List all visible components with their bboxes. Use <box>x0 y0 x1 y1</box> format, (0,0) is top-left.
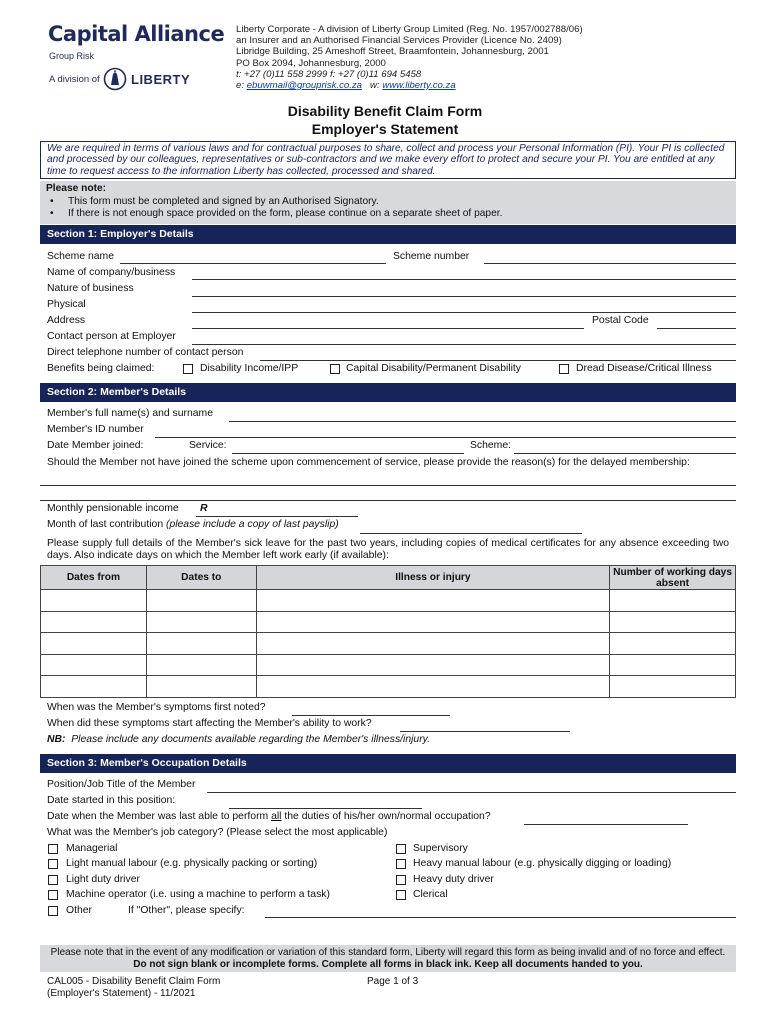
full-name-field[interactable] <box>229 421 736 422</box>
company-info <box>236 24 583 91</box>
table-cell[interactable] <box>256 676 609 698</box>
symptoms-affecting-label: When did these symptoms start affecting the Member's ability to work? <box>47 718 372 729</box>
supervisory-label: Supervisory <box>413 843 468 854</box>
table-row <box>41 590 736 612</box>
machine-operator-checkbox[interactable] <box>48 890 58 900</box>
light-driver-checkbox[interactable] <box>48 875 58 885</box>
position-field[interactable] <box>207 792 736 793</box>
company-info-line: Liberty Corporate - A division of Liberty Group Limited (Reg. No. 1957/002788/06) <box>236 24 583 35</box>
nature-field[interactable] <box>192 296 736 297</box>
contact-links <box>236 80 583 91</box>
scheme-date-field[interactable] <box>514 453 736 454</box>
division-prefix: A division of <box>49 74 100 85</box>
scheme-number-label: Scheme number <box>393 251 470 262</box>
date-joined-label: Date Member joined: <box>47 440 144 451</box>
delayed-membership-label: Should the Member not have joined the scheme upon commencement of service, please provide the reason(s) for the delayed membership: <box>47 457 690 468</box>
sick-leave-instructions: Please supply full details of the Member's sick leave for the past two years, including copies of medical certificates for any absence exceeding two days. Also indicate days on which the Member left work early (if available): <box>47 538 729 561</box>
managerial-label: Managerial <box>66 843 118 854</box>
symptoms-affecting-field[interactable] <box>400 731 570 732</box>
table-cell[interactable] <box>41 633 147 655</box>
position-label: Position/Job Title of the Member <box>47 779 196 790</box>
form-code <box>47 976 220 999</box>
delayed-reason-field-1[interactable] <box>40 485 736 486</box>
col-dates-from: Dates from <box>41 566 147 590</box>
scheme-name-field[interactable] <box>120 263 386 264</box>
heavy-driver-checkbox[interactable] <box>396 875 406 885</box>
dread-disease-label: Dread Disease/Critical Illness <box>576 363 712 374</box>
table-cell[interactable] <box>256 590 609 612</box>
scheme-number-field[interactable] <box>484 263 736 264</box>
capital-disability-label: Capital Disability/Permanent Disability <box>346 363 521 374</box>
table-cell[interactable] <box>41 654 147 676</box>
table-cell[interactable] <box>41 611 147 633</box>
table-row <box>41 676 736 698</box>
section-2-header: Section 2: Member's Details <box>40 383 736 402</box>
footer-notice <box>40 945 736 972</box>
dread-disease-checkbox[interactable] <box>559 364 569 374</box>
table-cell[interactable] <box>146 633 256 655</box>
capital-disability-checkbox[interactable] <box>330 364 340 374</box>
table-cell[interactable] <box>610 676 736 698</box>
job-category-label: What was the Member's job category? (Please select the most applicable) <box>47 827 388 838</box>
table-cell[interactable] <box>146 611 256 633</box>
note-item: • If there is not enough space provided on the form, please continue on a separate sheet of paper. <box>46 208 730 221</box>
nb-label: NB: <box>47 734 66 745</box>
liberty-wordmark: LIBERTY <box>131 72 191 87</box>
table-cell[interactable] <box>256 611 609 633</box>
postal-code-label: Postal Code <box>592 315 649 326</box>
light-driver-label: Light duty driver <box>66 874 140 885</box>
form-title: Disability Benefit Claim Form <box>287 103 483 119</box>
other-checkbox[interactable] <box>48 906 58 916</box>
telephone-fax: t: +27 (0)11 558 2999 f: +27 (0)11 694 5458 <box>236 68 422 80</box>
table-row <box>41 654 736 676</box>
heavy-manual-checkbox[interactable] <box>396 859 406 869</box>
table-cell[interactable] <box>256 654 609 676</box>
address-label: Address <box>47 315 86 326</box>
company-info-line: an Insurer and an Authorised Financial Services Provider (Licence No. 2409) <box>236 35 562 47</box>
table-row <box>41 633 736 655</box>
col-days-absent: Number of working days absent <box>610 566 736 590</box>
section-1-header: Section 1: Employer's Details <box>40 225 736 244</box>
managerial-checkbox[interactable] <box>48 844 58 854</box>
last-contribution-text: Month of last contribution <box>47 519 164 530</box>
direct-tel-field[interactable] <box>260 360 736 361</box>
form-code-line: CAL005 - Disability Benefit Claim Form <box>47 976 221 987</box>
other-specify-field[interactable] <box>265 917 736 918</box>
table-cell[interactable] <box>41 676 147 698</box>
please-note-box <box>40 181 736 224</box>
web-prefix: w: <box>370 80 380 92</box>
page-number: Page 1 of 3 <box>367 976 419 987</box>
delayed-reason-field-2[interactable] <box>40 500 736 501</box>
capital-alliance-logo: Capital Alliance <box>48 22 225 46</box>
full-name-label: Member's full name(s) and surname <box>47 408 213 419</box>
other-specify-label: If "Other", please specify: <box>128 905 245 916</box>
last-contribution-field[interactable] <box>360 533 582 534</box>
id-number-label: Member's ID number <box>47 424 144 435</box>
logo-subtitle: Group Risk <box>49 51 95 61</box>
physical-address-field-2[interactable] <box>192 328 584 329</box>
table-cell[interactable] <box>146 654 256 676</box>
machine-operator-label: Machine operator (i.e. using a machine to perform a task) <box>66 889 330 900</box>
col-dates-to: Dates to <box>146 566 256 590</box>
monthly-income-field[interactable] <box>196 516 358 517</box>
disability-income-checkbox[interactable] <box>183 364 193 374</box>
monthly-income-label: Monthly pensionable income <box>47 503 179 514</box>
id-number-field[interactable] <box>155 437 736 438</box>
disability-income-label: Disability Income/IPP <box>200 363 299 374</box>
last-able-field[interactable] <box>524 824 688 825</box>
currency-symbol: R <box>200 503 208 514</box>
last-contribution-note: (please include a copy of last payslip) <box>165 519 339 530</box>
last-able-pre: Date when the Member was last able to perform <box>47 811 272 822</box>
light-manual-checkbox[interactable] <box>48 859 58 869</box>
clerical-checkbox[interactable] <box>396 890 406 900</box>
note-item: • This form must be completed and signed by an Authorised Signatory. <box>46 196 730 209</box>
table-cell[interactable] <box>41 590 147 612</box>
table-cell[interactable] <box>610 654 736 676</box>
date-started-label: Date started in this position: <box>47 795 176 806</box>
privacy-notice: We are required in terms of various laws and for contractual purposes to share, collect and process your Personal Information (PI). Your PI is collected and processed by our colleagues, representatives or sub-contractors and we make every effort to protect and secure your PI. You are entitled at any time to request access to the information Liberty has collected, processed and shared. <box>40 141 736 179</box>
company-label: Name of company/business <box>47 267 176 278</box>
last-able-post: the duties of his/her own/normal occupation? <box>281 811 491 822</box>
company-info-line: PO Box 2094, Johannesburg, 2000 <box>236 57 386 69</box>
email-prefix: e: <box>236 80 245 92</box>
scheme-label: Scheme: <box>470 440 512 451</box>
section-3-header: Section 3: Member's Occupation Details <box>40 754 736 773</box>
table-cell[interactable] <box>610 633 736 655</box>
direct-tel-label: Direct telephone number of contact person <box>47 347 244 358</box>
service-date-field[interactable] <box>232 453 464 454</box>
physical-label: Physical <box>47 299 86 310</box>
company-field[interactable] <box>192 279 736 280</box>
contact-field[interactable] <box>192 344 736 345</box>
last-able-all: all <box>271 811 282 822</box>
heavy-driver-label: Heavy duty driver <box>413 874 494 885</box>
liberty-emblem-icon <box>103 67 127 94</box>
table-cell[interactable] <box>610 611 736 633</box>
nb-note <box>47 734 430 745</box>
table-cell[interactable] <box>146 590 256 612</box>
service-label: Service: <box>189 440 227 451</box>
last-able-label <box>47 811 491 822</box>
table-row <box>41 611 736 633</box>
website-link[interactable]: www.liberty.co.za <box>382 80 456 92</box>
clerical-label: Clerical <box>413 889 448 900</box>
table-header-row <box>41 566 736 590</box>
heavy-manual-label: Heavy manual labour (e.g. physically digging or loading) <box>413 858 672 869</box>
table-cell[interactable] <box>256 633 609 655</box>
table-cell[interactable] <box>146 676 256 698</box>
physical-address-field-1[interactable] <box>192 312 736 313</box>
form-subtitle: Employer's Statement <box>311 121 459 137</box>
table-cell[interactable] <box>610 590 736 612</box>
date-started-field[interactable] <box>229 808 422 809</box>
scheme-name-label: Scheme name <box>47 251 114 262</box>
form-code-line: (Employer's Statement) - 11/2021 <box>47 987 196 999</box>
postal-code-field[interactable] <box>657 328 736 329</box>
company-info-line: Libridge Building, 25 Ameshoff Street, Braamfontein, Johannesburg, 2001 <box>236 46 549 58</box>
last-contribution-label <box>47 519 339 530</box>
nb-text: Please include any documents available regarding the Member's illness/injury. <box>71 734 430 745</box>
col-illness: Illness or injury <box>256 566 609 590</box>
supervisory-checkbox[interactable] <box>396 844 406 854</box>
symptoms-noted-field[interactable] <box>292 715 450 716</box>
light-manual-label: Light manual labour (e.g. physically packing or sorting) <box>66 858 318 869</box>
other-label: Other <box>66 905 92 916</box>
footer-notice-text: Please note that in the event of any modification or variation of this standard form, Liberty will regard this form as being invalid and of no force and effect. <box>50 947 726 958</box>
benefits-label: Benefits being claimed: <box>47 363 155 374</box>
contact-label: Contact person at Employer <box>47 331 176 342</box>
footer-notice-bold: Do not sign blank or incomplete forms. Complete all forms in black ink. Keep all documents handed to you. <box>133 958 643 970</box>
nature-label: Nature of business <box>47 283 134 294</box>
symptoms-noted-label: When was the Member's symptoms first noted? <box>47 702 266 713</box>
email-link[interactable]: ebuwmail@grouprisk.co.za <box>246 80 363 92</box>
note-heading: Please note: <box>46 183 107 194</box>
sick-leave-table <box>40 565 736 698</box>
